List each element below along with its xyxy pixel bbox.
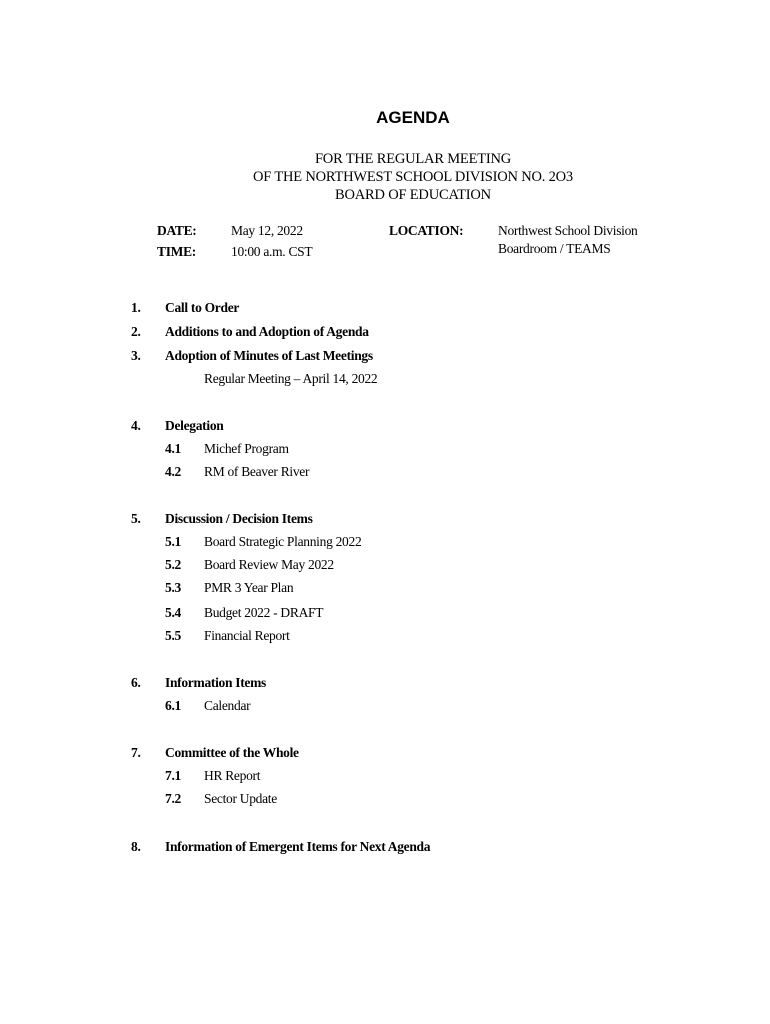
subtitle-line-1: FOR THE REGULAR MEETING — [314, 151, 512, 167]
location-line-2: Boardroom / TEAMS — [498, 241, 611, 256]
item-title: Additions to and Adoption of Agenda — [165, 324, 369, 339]
item-number: 7. — [131, 745, 141, 760]
agenda-title: AGENDA — [376, 108, 450, 127]
subitem-number: 7.1 — [165, 768, 181, 783]
subitem-number: 7.2 — [165, 791, 181, 806]
subitem-text: RM of Beaver River — [204, 464, 310, 479]
subitem-text: Michef Program — [204, 441, 289, 456]
subitem-number: 5.2 — [165, 557, 181, 572]
subitem-text: Board Strategic Planning 2022 — [204, 534, 362, 549]
item-title: Adoption of Minutes of Last Meetings — [165, 348, 373, 363]
subitem-number: 6.1 — [165, 698, 181, 713]
item-number: 4. — [131, 418, 141, 433]
time-label: TIME: — [157, 244, 197, 259]
subitem-text: Budget 2022 - DRAFT — [204, 605, 324, 620]
item-number: 6. — [131, 675, 141, 690]
item-title: Committee of the Whole — [165, 745, 299, 760]
subtitle-line-3: BOARD OF EDUCATION — [335, 187, 491, 203]
item-number: 1. — [131, 300, 141, 315]
time-value: 10:00 a.m. CST — [231, 244, 313, 259]
subitem-text: HR Report — [204, 768, 261, 783]
date-value: May 12, 2022 — [231, 223, 303, 238]
subitem-number: 5.5 — [165, 628, 181, 643]
subitem-number: 5.3 — [165, 580, 181, 595]
location-label: LOCATION: — [389, 223, 464, 238]
item-number: 5. — [131, 511, 141, 526]
item-title: Delegation — [165, 418, 224, 433]
item-note: Regular Meeting – April 14, 2022 — [204, 371, 378, 386]
subitem-number: 5.1 — [165, 534, 181, 549]
subitem-text: Calendar — [204, 698, 251, 713]
subitem-text: Sector Update — [204, 791, 277, 806]
item-number: 3. — [131, 348, 141, 363]
item-number: 2. — [131, 324, 141, 339]
item-title: Call to Order — [165, 300, 240, 315]
item-number: 8. — [131, 839, 141, 854]
date-label: DATE: — [157, 223, 197, 238]
subitem-text: Board Review May 2022 — [204, 557, 334, 572]
location-line-1: Northwest School Division — [498, 223, 638, 238]
subitem-text: Financial Report — [204, 628, 290, 643]
subitem-number: 5.4 — [165, 605, 181, 620]
subitem-number: 4.2 — [165, 464, 181, 479]
item-title: Discussion / Decision Items — [165, 511, 313, 526]
subitem-number: 4.1 — [165, 441, 181, 456]
item-title: Information of Emergent Items for Next Agenda — [165, 839, 431, 854]
subitem-text: PMR 3 Year Plan — [204, 580, 294, 595]
subtitle-line-2: OF THE NORTHWEST SCHOOL DIVISION NO. 2O3 — [253, 169, 573, 185]
item-title: Information Items — [165, 675, 267, 690]
